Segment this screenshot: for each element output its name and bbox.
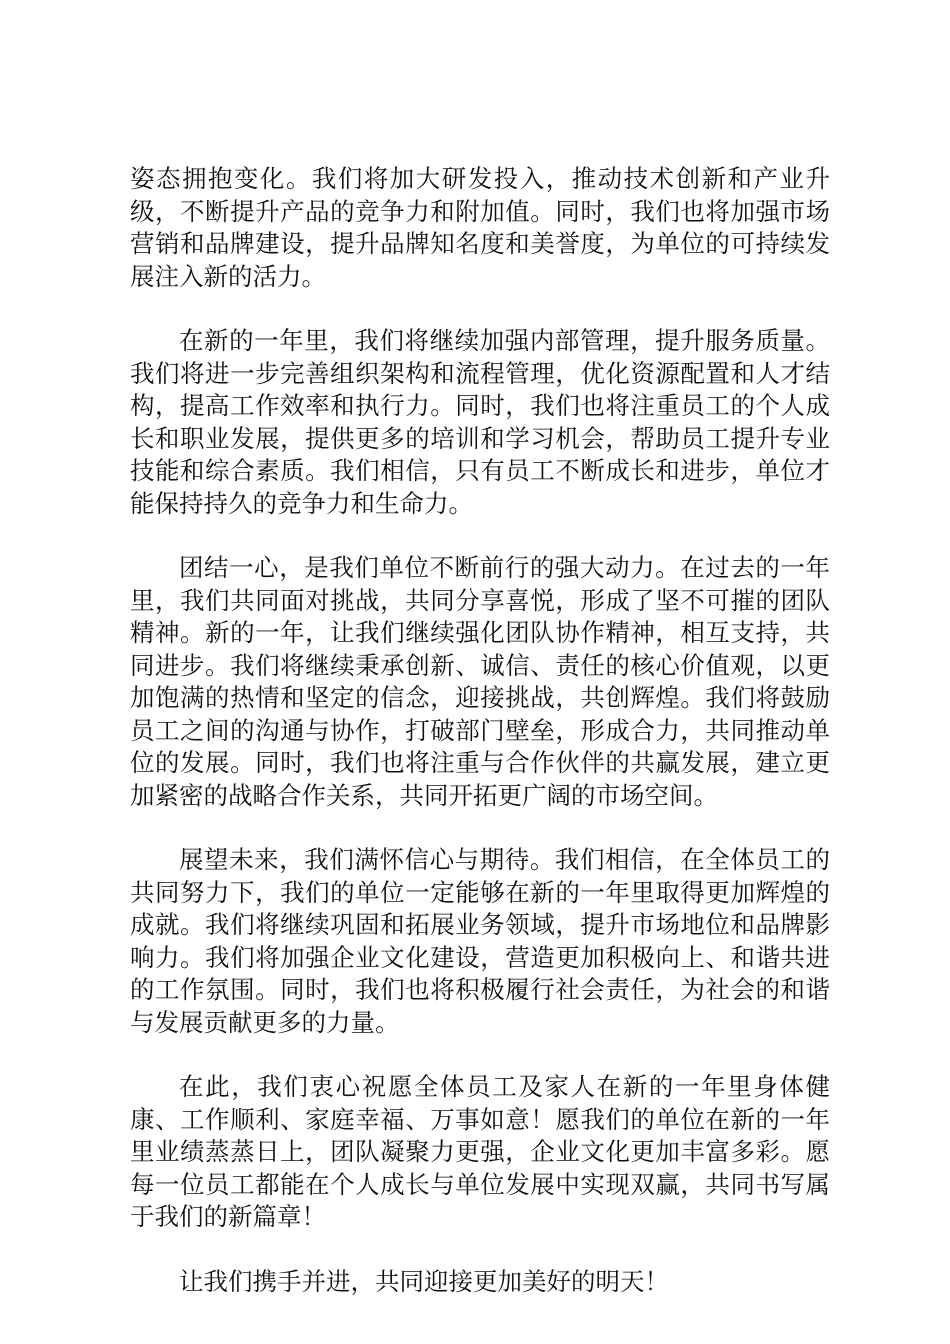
paragraph-outlook: 展望未来，我们满怀信心与期待。我们相信，在全体员工的共同努力下，我们的单位一定能够在新的一年里取得更加辉煌的成就。我们将继续巩固和拓展业务领域，提升市场地位和品牌影响力。我们将加强企业文化建设，营造更加积极向上、和谐共进的工作氛围。同时，我们也将积极履行社会责任，为社会的和谐与发展贡献更多的力量。 <box>130 845 830 1037</box>
paragraph-closing: 让我们携手并进，共同迎接更加美好的明天！ <box>179 1266 669 1296</box>
paragraph-internal-management: 在新的一年里，我们将继续加强内部管理，提升服务质量。我们将进一步完善组织架构和流程管理，优化资源配置和人才结构，提高工作效率和执行力。同时，我们也将注重员工的个人成长和职业发展，提供更多的培训和学习机会，帮助员工提升专业技能和综合素质。我们相信，只有员工不断成长和进步，单位才能保持持久的竞争力和生命力。 <box>130 326 830 518</box>
paragraph-continuation: 姿态拥抱变化。我们将加大研发投入，推动技术创新和产业升级，不断提升产品的竞争力和附加值。同时，我们也将加强市场营销和品牌建设，提升品牌知名度和美誉度，为单位的可持续发展注入新的活力。 <box>130 164 830 291</box>
paragraph-teamwork: 团结一心，是我们单位不断前行的强大动力。在过去的一年里，我们共同面对挑战，共同分享喜悦，形成了坚不可摧的团队精神。新的一年，让我们继续强化团队协作精神，相互支持，共同进步。我们将继续秉承创新、诚信、责任的核心价值观，以更加饱满的热情和坚定的信念，迎接挑战，共创辉煌。我们将鼓励员工之间的沟通与协作，打破部门壁垒，形成合力，共同推动单位的发展。同时，我们也将注重与合作伙伴的共赢发展，建立更加紧密的战略合作关系，共同开拓更广阔的市场空间。 <box>130 553 830 810</box>
paragraph-wishes: 在此，我们衷心祝愿全体员工及家人在新的一年里身体健康、工作顺利、家庭幸福、万事如意！愿我们的单位在新的一年里业绩蒸蒸日上，团队凝聚力更强，企业文化更加丰富多彩。愿每一位员工都能在个人成长与单位发展中实现双赢，共同书写属于我们的新篇章！ <box>130 1072 830 1231</box>
document-body <box>130 163 830 1330</box>
